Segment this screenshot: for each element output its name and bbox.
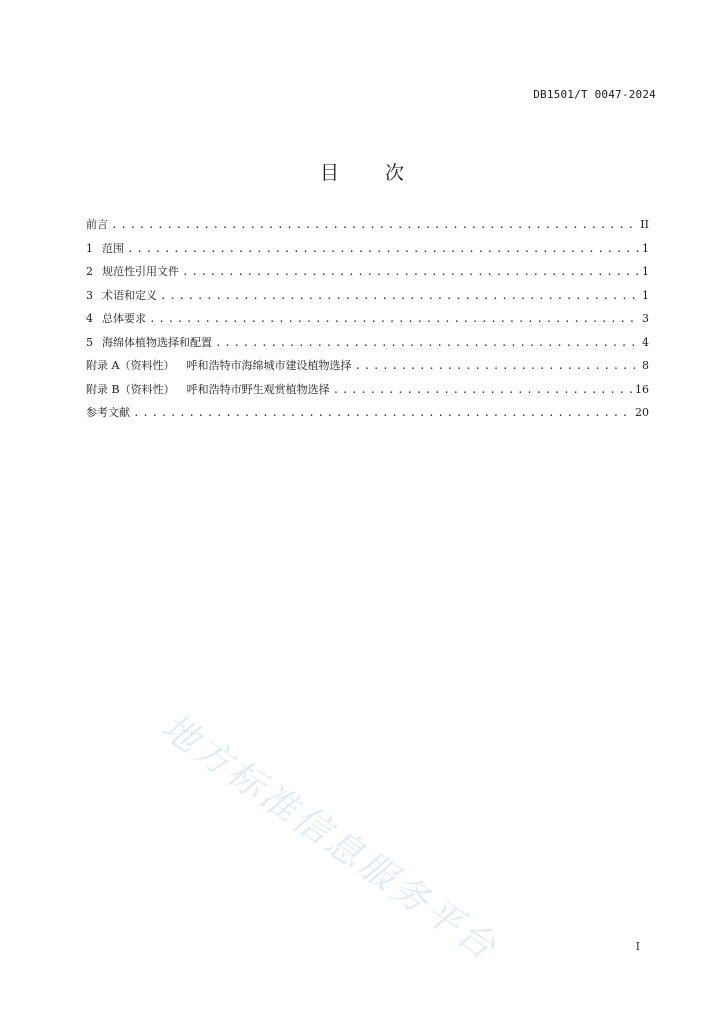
toc-entry-appendix-prefix: 附录 B（资料性） xyxy=(86,382,175,396)
toc-entry-label: 术语和定义 xyxy=(102,288,157,302)
toc-entry-appendix-a[interactable] xyxy=(86,357,649,381)
toc-leader-dots xyxy=(111,218,637,231)
toc-leader-dots xyxy=(160,289,639,302)
toc-leader-dots xyxy=(182,265,639,278)
toc-leader-dots xyxy=(354,359,639,372)
toc-entry-number: 4 xyxy=(86,312,93,325)
toc-entry-normative-references[interactable] xyxy=(86,263,649,287)
toc-entry-label: 参考文献 xyxy=(86,406,130,419)
page-title xyxy=(0,158,724,185)
title-char-1: 目 xyxy=(319,162,339,184)
toc-entry-page: 1 xyxy=(642,241,649,255)
toc-entry-number: 2 xyxy=(86,265,93,278)
toc-entry-number: 1 xyxy=(86,241,93,255)
toc-entry-label: 总体要求 xyxy=(102,312,146,325)
toc-entry-page: 8 xyxy=(642,359,649,372)
toc-entry-page: 4 xyxy=(642,335,649,349)
toc-leader-dots xyxy=(215,336,639,349)
toc-leader-dots xyxy=(333,383,632,396)
toc-entry-appendix-b[interactable] xyxy=(86,381,649,405)
toc-entry-bibliography[interactable] xyxy=(86,404,649,428)
toc-entry-page: 3 xyxy=(642,312,649,325)
toc-entry-label: 海绵体植物选择和配置 xyxy=(102,335,212,349)
toc-entry-plant-selection[interactable] xyxy=(86,334,649,358)
toc-entry-label: 范围 xyxy=(102,241,124,255)
toc-entry-label: 呼和浩特市野生观赏植物选择 xyxy=(186,382,330,396)
page-number: I xyxy=(635,940,640,953)
toc-entry-terms-definitions[interactable] xyxy=(86,287,649,311)
toc-entry-label: 前言 xyxy=(86,218,108,231)
toc-entry-general-requirements[interactable] xyxy=(86,310,649,334)
toc-entry-page: 1 xyxy=(642,288,649,302)
toc-entry-page: 16 xyxy=(635,382,649,396)
toc-entry-label: 呼和浩特市海绵城市建设植物选择 xyxy=(186,359,352,372)
title-char-2: 次 xyxy=(385,162,405,184)
toc-entry-label: 规范性引用文件 xyxy=(102,265,179,278)
document-code: DB1501/T 0047-2024 xyxy=(533,88,656,101)
toc-entry-appendix-prefix: 附录 A（资料性） xyxy=(86,359,175,372)
toc-leader-dots xyxy=(149,312,639,325)
toc-entry-page: II xyxy=(640,218,649,231)
toc-entry-scope[interactable] xyxy=(86,240,649,264)
toc-entry-page: 20 xyxy=(635,406,649,419)
toc-entry-page: 1 xyxy=(642,265,649,278)
toc-leader-dots xyxy=(127,242,639,255)
toc-entry-number: 5 xyxy=(86,335,93,349)
watermark: 地方标准信息服务平台 xyxy=(153,706,506,970)
toc-entry-number: 3 xyxy=(86,288,93,302)
toc-entry-foreword[interactable] xyxy=(86,216,649,240)
toc-leader-dots xyxy=(133,406,632,419)
table-of-contents xyxy=(86,216,649,428)
